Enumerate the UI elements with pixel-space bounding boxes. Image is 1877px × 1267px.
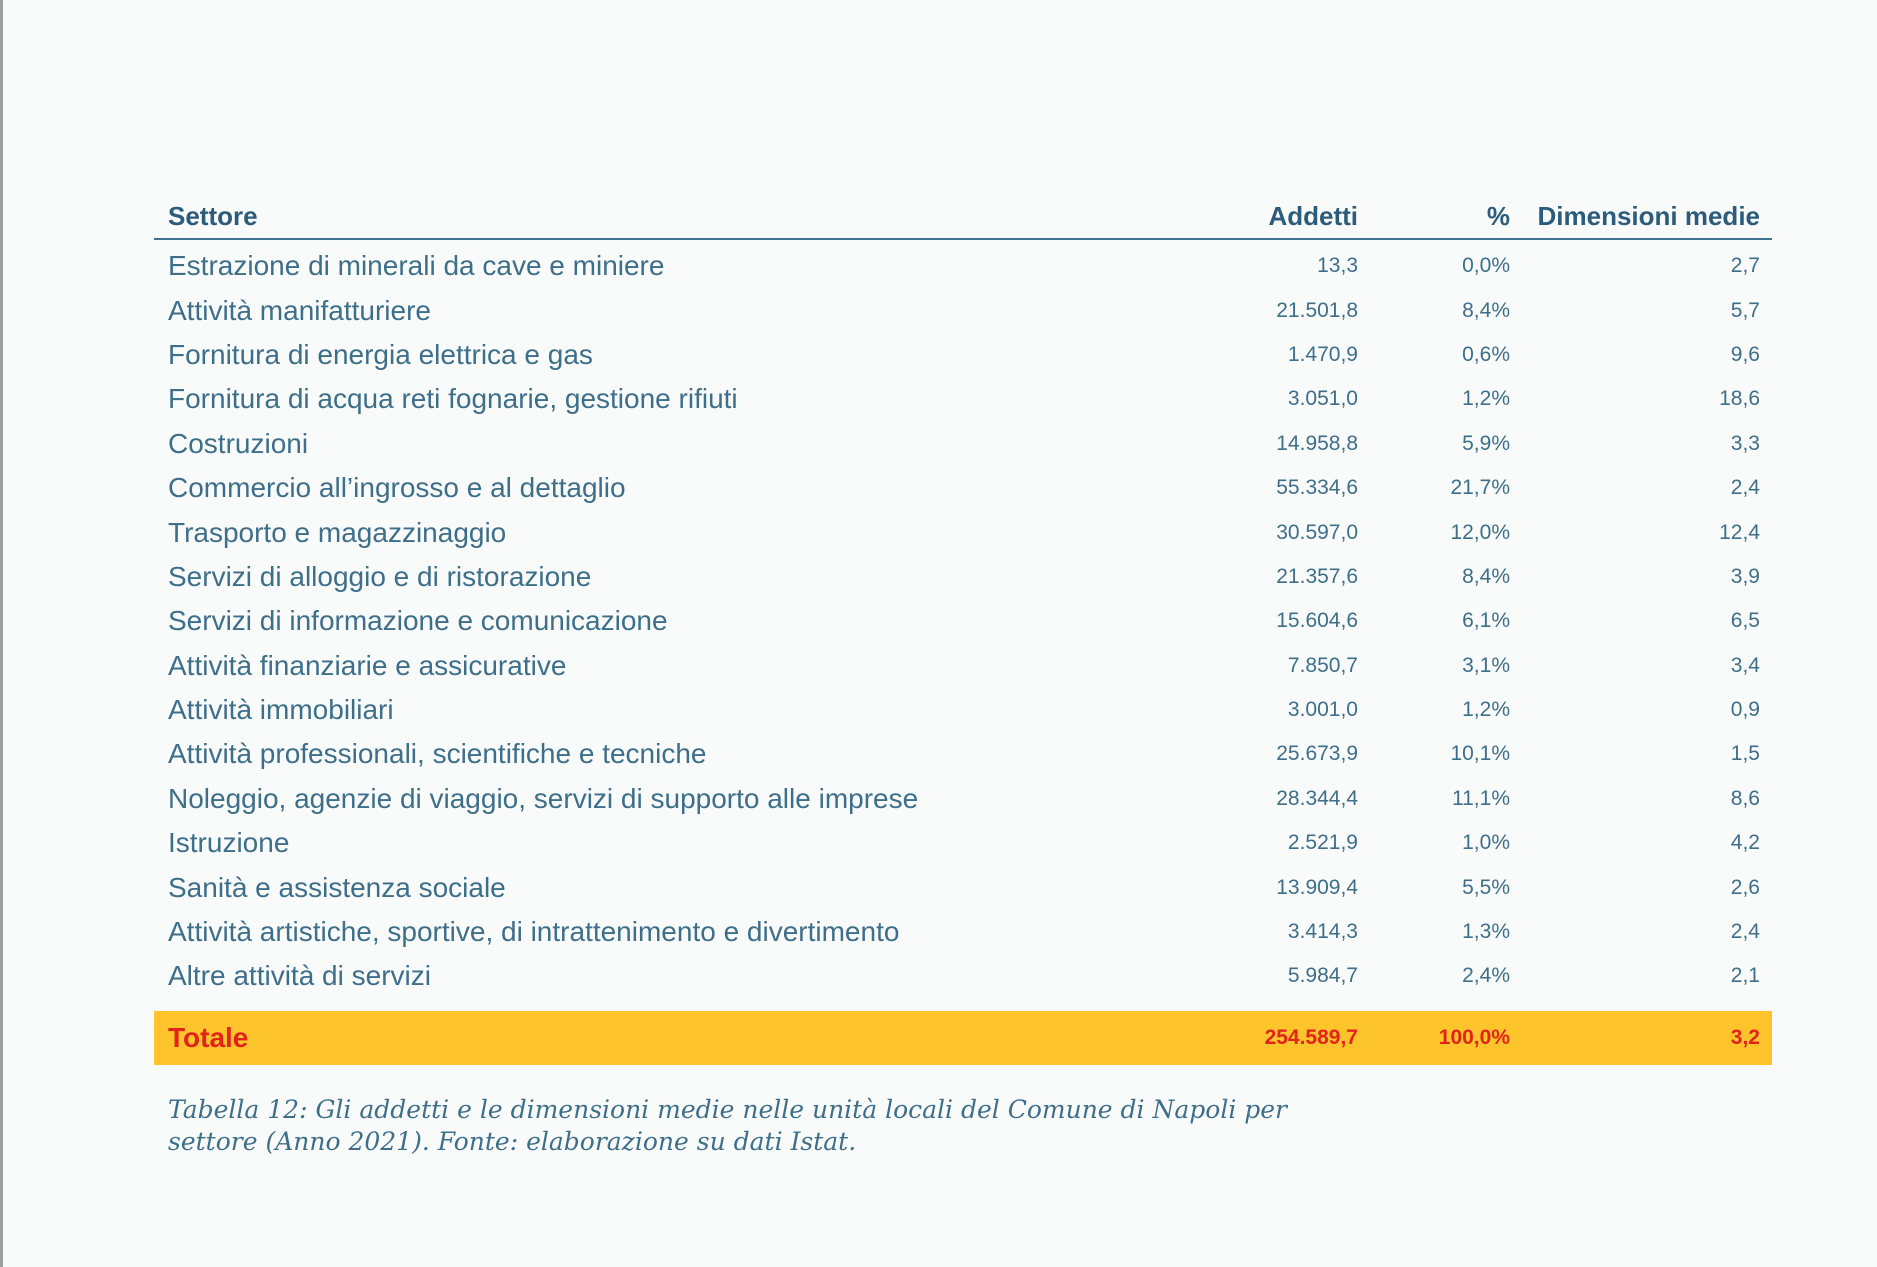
cell-settore: Attività artistiche, sportive, di intrattenimento e divertimento [168,916,900,948]
table-row [154,644,1772,688]
table-row [154,777,1772,821]
table-row [154,688,1772,732]
spacer-cell [154,999,1772,1011]
cell-addetti: 3.051,0 [1287,387,1358,411]
total-label: Totale [154,1011,1160,1065]
cell-percent: 0,6% [1462,342,1510,366]
cell-percent: 0,0% [1462,254,1510,278]
cell-settore: Costruzioni [168,427,309,459]
cell-settore: Attività finanziarie e assicurative [168,649,567,681]
cell-dimensioni: 18,6 [1719,387,1760,411]
cell-addetti: 30.597,0 [1276,520,1358,544]
cell-dimensioni: 3,4 [1730,653,1760,677]
cell-percent: 2,4% [1462,964,1510,988]
cell-dimensioni: 12,4 [1719,520,1760,544]
cell-settore: Attività manifatturiere [168,294,431,326]
header-addetti: Addetti [1160,190,1358,239]
cell-dimensioni: 4,2 [1730,831,1760,855]
cell-dimensioni: 0,9 [1730,698,1760,722]
cell-dimensioni: 3,9 [1730,564,1760,588]
table-row [154,333,1772,377]
cell-settore: Altre attività di servizi [168,960,431,992]
cell-addetti: 5.984,7 [1287,964,1358,988]
table-header [154,190,1772,239]
cell-addetti: 14.958,8 [1276,431,1358,455]
cell-addetti: 1.470,9 [1287,342,1358,366]
table-row [154,510,1772,554]
table-row [154,821,1772,865]
table-row [154,865,1772,909]
cell-settore: Estrazione di minerali da cave e miniere [168,250,665,282]
table-footer [154,1011,1772,1065]
cell-addetti: 3.414,3 [1287,920,1358,944]
cell-addetti: 15.604,6 [1276,609,1358,633]
cell-settore: Servizi di alloggio e di ristorazione [168,560,592,592]
total-dimensioni: 3,2 [1510,1011,1772,1065]
total-percent: 100,0% [1358,1011,1510,1065]
cell-percent: 21,7% [1450,476,1510,500]
table-row [154,422,1772,466]
cell-settore: Fornitura di acqua reti fognarie, gestione rifiuti [168,383,738,415]
total-row [154,1011,1772,1065]
table-row [154,288,1772,332]
header-settore: Settore [154,190,1160,239]
cell-dimensioni: 9,6 [1730,342,1760,366]
cell-percent: 11,1% [1452,786,1510,810]
cell-percent: 8,4% [1462,298,1510,322]
cell-addetti: 13.909,4 [1276,875,1358,899]
table-row [154,555,1772,599]
cell-percent: 12,0% [1450,520,1510,544]
cell-percent: 5,5% [1462,875,1510,899]
table-caption: Tabella 12: Gli addetti e le dimensioni medie nelle unità locali del Comune di Napoli per settore (Anno 2021). Fonte: elaborazione su dati Istat. [168,1095,1288,1156]
cell-percent: 6,1% [1462,609,1510,633]
cell-addetti: 28.344,4 [1276,786,1358,810]
cell-addetti: 21.357,6 [1276,564,1358,588]
cell-settore: Sanità e assistenza sociale [168,871,506,903]
cell-percent: 8,4% [1462,564,1510,588]
table-row [154,377,1772,421]
cell-addetti: 55.334,6 [1276,476,1358,500]
header-dimensioni: Dimensioni medie [1510,190,1772,239]
cell-dimensioni: 6,5 [1730,609,1760,633]
cell-dimensioni: 2,6 [1730,875,1760,899]
cell-settore: Attività immobiliari [168,694,394,726]
header-row [154,190,1772,239]
cell-addetti: 7.850,7 [1287,653,1358,677]
cell-addetti: 25.673,9 [1276,742,1358,766]
cell-settore: Servizi di informazione e comunicazione [168,605,668,637]
cell-addetti: 3.001,0 [1287,698,1358,722]
cell-percent: 3,1% [1462,653,1510,677]
cell-addetti: 13,3 [1317,254,1358,278]
cell-dimensioni: 8,6 [1730,786,1760,810]
table-container [154,190,1772,1065]
table-row [154,954,1772,998]
cell-dimensioni: 3,3 [1730,431,1760,455]
table-row [154,599,1772,643]
cell-settore: Attività professionali, scientifiche e tecniche [168,738,707,770]
cell-percent: 10,1% [1450,742,1510,766]
cell-dimensioni: 5,7 [1730,298,1760,322]
cell-percent: 5,9% [1462,431,1510,455]
cell-percent: 1,0% [1462,831,1510,855]
table-row [154,732,1772,776]
cell-settore: Istruzione [168,827,290,859]
table-body [154,239,1772,1011]
cell-addetti: 21.501,8 [1276,298,1358,322]
cell-settore: Fornitura di energia elettrica e gas [168,338,593,370]
cell-settore: Commercio all’ingrosso e al dettaglio [168,472,626,504]
cell-dimensioni: 2,4 [1730,920,1760,944]
cell-percent: 1,2% [1462,387,1510,411]
addetti-table [154,190,1772,1065]
cell-percent: 1,2% [1462,698,1510,722]
header-percent: % [1358,190,1510,239]
cell-dimensioni: 1,5 [1730,742,1760,766]
page-edge [0,0,3,1267]
cell-dimensioni: 2,1 [1730,964,1760,988]
cell-settore: Trasporto e magazzinaggio [168,516,507,548]
cell-dimensioni: 2,7 [1730,254,1760,278]
total-addetti: 254.589,7 [1160,1011,1358,1065]
table-row [154,910,1772,954]
table-row [154,466,1772,510]
spacer-row [154,999,1772,1011]
cell-settore: Noleggio, agenzie di viaggio, servizi di supporto alle imprese [168,782,919,814]
table-row [154,239,1772,288]
cell-dimensioni: 2,4 [1730,476,1760,500]
cell-addetti: 2.521,9 [1287,831,1358,855]
cell-percent: 1,3% [1462,920,1510,944]
